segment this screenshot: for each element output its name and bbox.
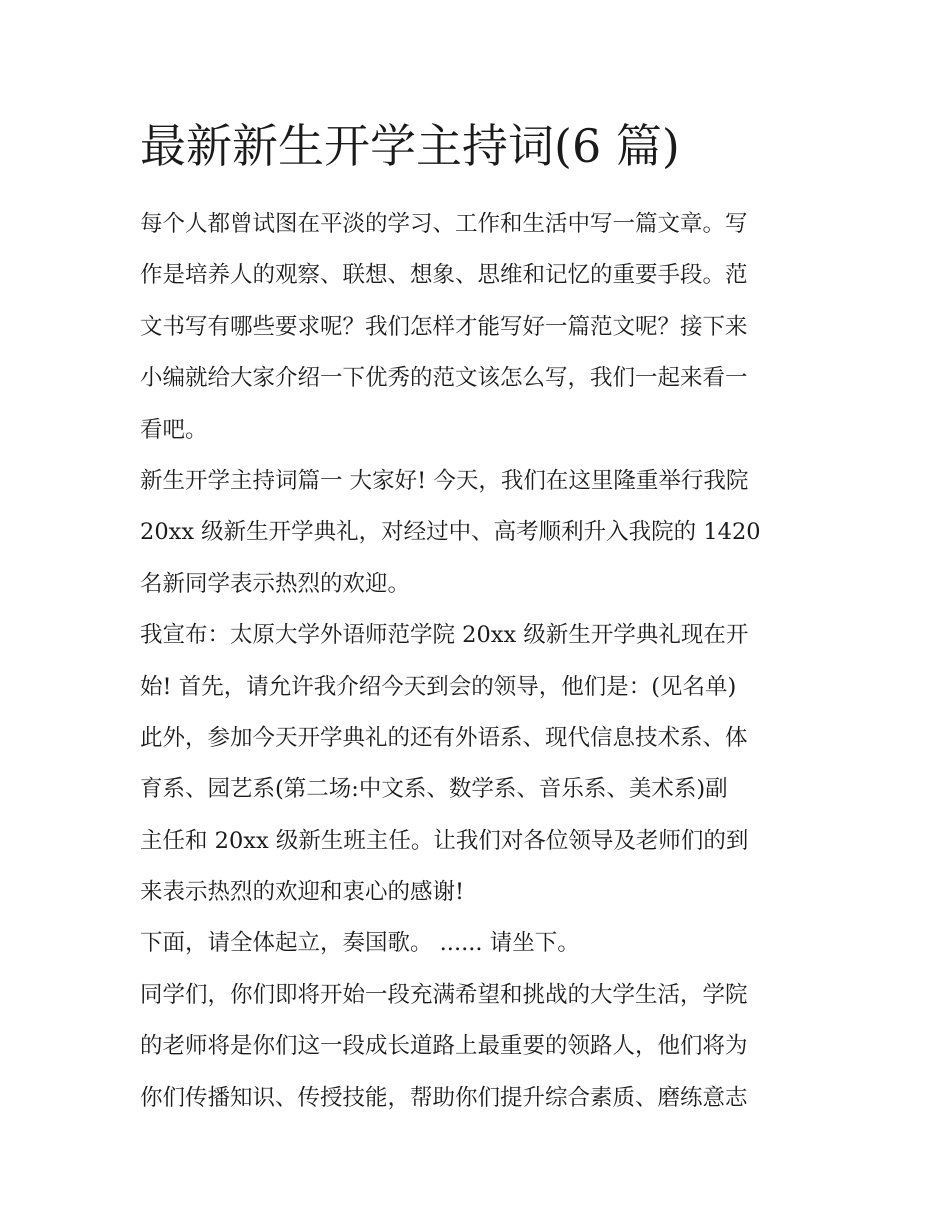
text-line: 来表示热烈的欢迎和衷心的感谢!: [140, 879, 465, 906]
text-line: 始! 首先，请允许我介绍今天到会的领导，他们是：(见名单): [140, 673, 737, 700]
text-line: 名新同学表示热烈的欢迎。: [140, 570, 411, 597]
paragraph-anthem: [140, 918, 812, 969]
text-line: 育系、园艺系(第二场:中文系、数学系、音乐系、美术系)副: [140, 776, 728, 803]
text-line: 小编就给大家介绍一下优秀的范文该怎么写，我们一起来看一: [140, 365, 748, 392]
document-title: 最新新生开学主持词(6 篇): [140, 119, 680, 173]
text-line: 20xx 级新生开学典礼，对经过中、高考顺利升入我院的 1420: [140, 519, 761, 546]
text-line: 新生开学主持词篇一 大家好! 今天，我们在这里隆重举行我院: [140, 467, 749, 494]
text-line: 此外，参加今天开学典礼的还有外语系、现代信息技术系、体: [140, 724, 748, 751]
paragraph-intro: [140, 199, 812, 456]
text-line: 的老师将是你们这一段成长道路上最重要的领路人，他们将为: [140, 1033, 748, 1060]
text-line: 同学们，你们即将开始一段充满希望和挑战的大学生活，学院: [140, 981, 748, 1008]
text-line: 文书写有哪些要求呢？我们怎样才能写好一篇范文呢？接下来: [140, 313, 748, 340]
paragraph-students: [140, 970, 812, 1124]
text-line: 你们传播知识、传授技能，帮助你们提升综合素质、磨练意志: [140, 1084, 748, 1111]
text-line: 每个人都曾试图在平淡的学习、工作和生活中写一篇文章。写: [140, 211, 748, 237]
text-line: 作是培养人的观察、联想、想象、思维和记忆的重要手段。范: [140, 262, 748, 289]
paragraph-greeting: [140, 456, 812, 610]
text-line: 下面，请全体起立，奏国歌。 ...... 请坐下。: [140, 930, 580, 957]
paragraph-announcement: [140, 610, 812, 918]
document-body: [140, 199, 812, 1124]
text-line: 主任和 20xx 级新生班主任。让我们对各位领导及老师们的到: [140, 827, 749, 854]
text-line: 看吧。: [140, 416, 208, 443]
text-line: 我宣布：太原大学外语师范学院 20xx 级新生开学典礼现在开: [140, 622, 749, 649]
